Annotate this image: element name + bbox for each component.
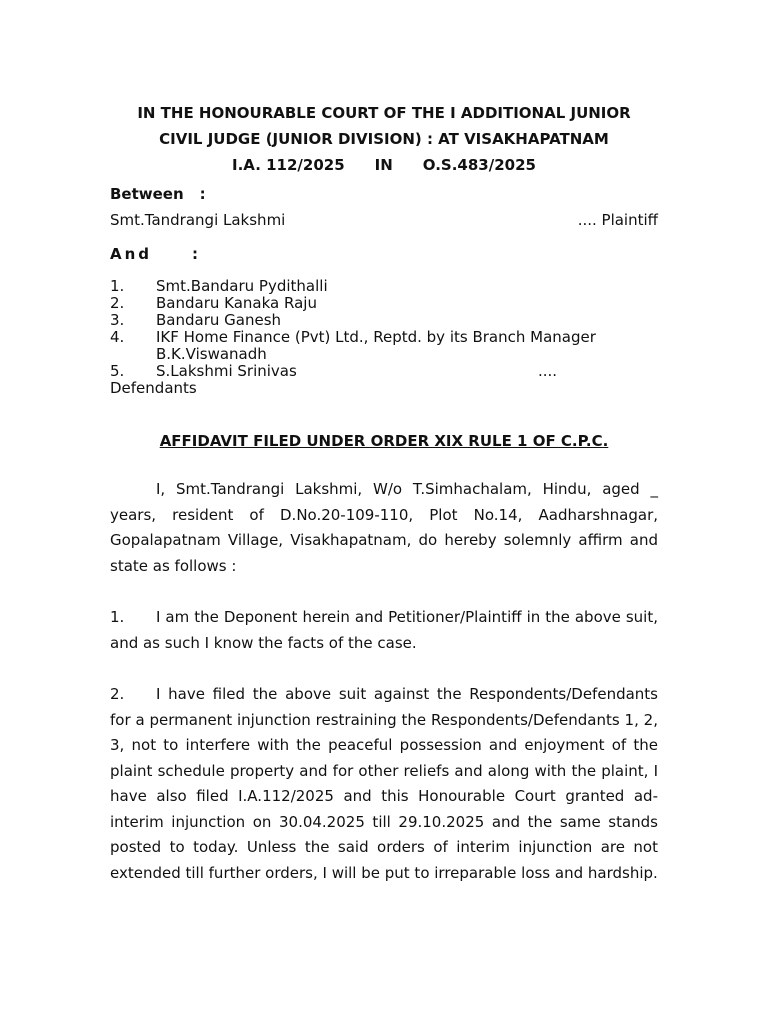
between-label: Between : bbox=[110, 185, 206, 203]
paragraph-2: 2. I have filed the above suit against the Respondents/Defendants for a permanent injunction restraining the Respondents/Defendants 1, 2, 3, not to interfere with the peaceful possession and enjoyment of the plaint schedule property and for other reliefs and along with the plaint, I have also filed I.A.112/2025 and this Honourable Court granted ad-interim injunction on 30.04.2025 till 29.10.2025 and the same stands posted to today. Unless the said orders of interim injunction are not extended till further orders, I will be put to irreparable loss and hardship. bbox=[110, 685, 658, 882]
defendant-item: 5. S.Lakshmi Srinivas .... bbox=[110, 362, 558, 380]
affidavit-title: AFFIDAVIT FILED UNDER ORDER XIX RULE 1 OF C.P.C. bbox=[159, 432, 609, 450]
in-word: IN bbox=[374, 156, 393, 174]
document-page bbox=[110, 100, 658, 886]
defendants-role: Defendants bbox=[110, 379, 197, 397]
ia-number: I.A. 112/2025 bbox=[232, 156, 345, 174]
paragraph-1: 1. I am the Deponent herein and Petitioner/Plaintiff in the above suit, and as such I know the facts of the case. bbox=[110, 608, 658, 652]
court-heading-line1: IN THE HONOURABLE COURT OF THE I ADDITIONAL JUNIOR bbox=[137, 104, 631, 122]
plaintiff-name: Smt.Tandrangi Lakshmi bbox=[110, 211, 286, 229]
defendant-item: 3. Bandaru Ganesh bbox=[110, 311, 282, 329]
and-label: And : bbox=[110, 245, 199, 263]
intro-paragraph: I, Smt.Tandrangi Lakshmi, W/o T.Simhachalam, Hindu, aged _ years, resident of D.No.20-109-110, Plot No.14, Aadharshnagar, Gopalapatnam Village, Visakhapatnam, do hereby solemnly affirm and state as follows : bbox=[110, 480, 658, 575]
plaintiff-role: .... Plaintiff bbox=[577, 211, 658, 229]
defendant-item: 4. IKF Home Finance (Pvt) Ltd., Reptd. by its Branch Manager B.K.Viswanadh bbox=[110, 328, 596, 363]
case-number-line bbox=[110, 152, 658, 178]
court-heading-line2: CIVIL JUDGE (JUNIOR DIVISION) : AT VISAKHAPATNAM bbox=[159, 130, 609, 148]
os-number: O.S.483/2025 bbox=[422, 156, 536, 174]
defendant-item: 1. Smt.Bandaru Pydithalli bbox=[110, 277, 328, 295]
defendants-list bbox=[110, 278, 658, 397]
defendant-item: 2. Bandaru Kanaka Raju bbox=[110, 294, 317, 312]
plaintiff-row bbox=[110, 210, 658, 230]
